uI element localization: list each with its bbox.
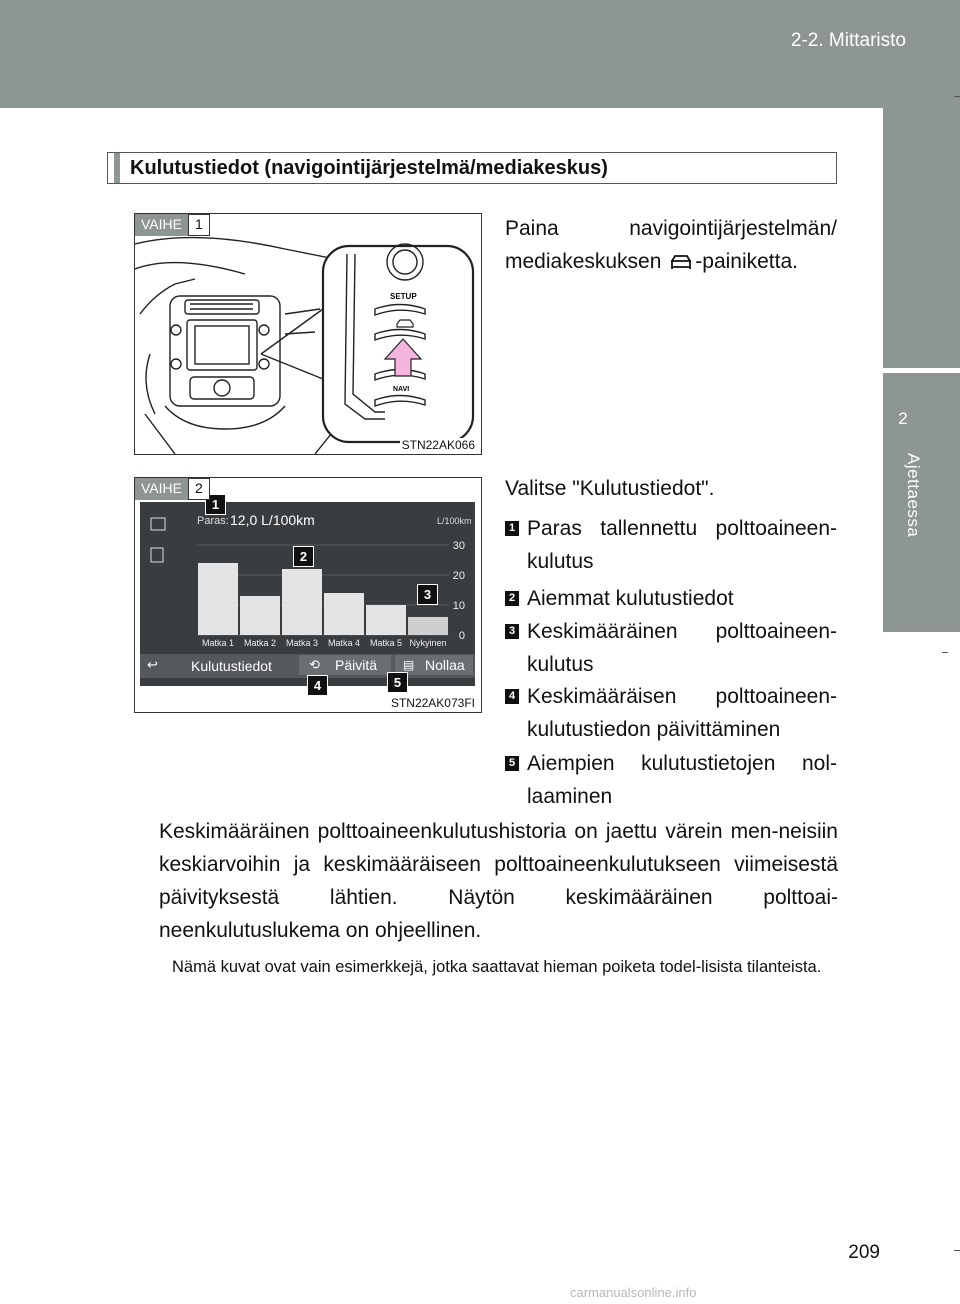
callout-2: 2 (293, 546, 314, 567)
list-item (505, 747, 837, 813)
navi-label: NAVI (393, 386, 410, 393)
chart-bar (408, 617, 448, 635)
step1-badge (135, 214, 210, 236)
x-category-label: Nykyinen (409, 638, 447, 648)
chart-bar (240, 596, 280, 635)
back-button[interactable]: ↩ (147, 657, 158, 672)
step1-text-after: -painiketta. (695, 250, 798, 273)
step2-badge (135, 478, 210, 500)
refresh-icon: ⟲ (309, 657, 320, 672)
note-paragraph: Nämä kuvat ovat vain esimerkkejä, jotka saattavat hieman poiketa todel-lisista tilanteista. (172, 958, 822, 976)
item-text: Keskimääräinen polttoaineen-kulutus (527, 620, 837, 676)
flag-icon (151, 518, 165, 530)
item-number: 3 (505, 624, 519, 639)
step2-text: Valitse "Kulutustiedot". (505, 477, 715, 500)
list-item (505, 615, 837, 681)
chart-bar (198, 563, 238, 635)
setup-label: SETUP (390, 292, 417, 301)
chapter-label: Ajettaessa (904, 453, 923, 538)
vaihe-label: VAIHE (135, 214, 188, 236)
callout-4: 4 (307, 675, 328, 696)
item-text: Keskimääräisen polttoaineen-kulutustiedon päivittäminen (527, 685, 837, 741)
list-item (505, 582, 837, 615)
update-button[interactable] (299, 655, 391, 675)
reset-button-label: Nollaa (425, 657, 465, 673)
step1-figure (134, 213, 482, 455)
screen-side-icons (147, 516, 177, 576)
item-text: Aiemmat kulutustiedot (527, 587, 734, 610)
vaihe-label: VAIHE (135, 478, 188, 500)
figure-code: STN22AK073FI (390, 696, 475, 710)
list-item (505, 512, 837, 578)
item-number: 5 (505, 756, 519, 771)
side-tab-chapter (883, 373, 960, 632)
fuel-pump-icon (151, 548, 163, 562)
dashboard-illustration (135, 214, 481, 454)
figure-code: STN22AK066 (401, 438, 475, 452)
step2-figure (134, 477, 482, 713)
crop-mark (942, 652, 948, 653)
step1-text-before: Paina navigointijärjestelmän/ mediakeskuksen (505, 217, 837, 273)
x-category-label: Matka 3 (285, 638, 319, 648)
side-tab-upper (883, 108, 960, 368)
best-value: 12,0 L/100km (230, 512, 315, 528)
update-button-label: Päivitä (335, 657, 378, 673)
x-category-label: Matka 4 (327, 638, 361, 648)
reset-icon: ▤ (403, 658, 415, 672)
vaihe-number: 2 (188, 478, 210, 500)
section-title: 2-2. Mittaristo (790, 30, 906, 51)
list-item (505, 680, 837, 746)
crop-mark (954, 1250, 960, 1251)
best-label: Paras: (197, 515, 229, 527)
chapter-number: 2 (898, 409, 908, 428)
callout-1: 1 (205, 494, 226, 515)
y-tick-label: 10 (452, 600, 465, 612)
y-tick-label: 30 (452, 540, 465, 552)
section-heading (107, 152, 837, 184)
item-text: Aiempien kulutustietojen nol-laaminen (527, 752, 837, 808)
page-number: 209 (848, 1242, 880, 1263)
y-tick-label: 20 (452, 570, 465, 582)
top-header-bar (0, 0, 960, 108)
unit-label: L/100km (437, 516, 472, 526)
item-number: 4 (505, 689, 519, 704)
screen-title: Kulutustiedot (191, 658, 272, 674)
body-paragraph: Keskimääräinen polttoaineenkulutushistoria on jaettu värein men-neisiin keskiarvoihin ja keskimääräiseen polttoaineenkulutukseen viimeisestä päivityksestä lähtien. Näytön keskimääräinen polttoai-neenkulutuslukema on ohjeellinen. (159, 820, 838, 942)
callout-3: 3 (417, 584, 438, 605)
heading-text: Kulutustiedot (navigointijärjestelmä/mediakeskus) (130, 157, 608, 179)
y-tick-label: 0 (458, 630, 465, 642)
x-category-label: Matka 5 (369, 638, 403, 648)
item-number: 1 (505, 521, 519, 536)
step1-text (505, 212, 837, 278)
item-text: Paras tallennettu polttoaineen-kulutus (527, 517, 837, 573)
chart-bar (282, 569, 322, 635)
x-category-label: Matka 2 (243, 638, 277, 648)
item-number: 2 (505, 591, 519, 606)
vaihe-number: 1 (188, 214, 210, 236)
x-category-label: Matka 1 (201, 638, 235, 648)
heading-accent-bar (114, 153, 120, 183)
chart-bar (366, 605, 406, 635)
chart-bar (324, 593, 364, 635)
callout-5: 5 (387, 672, 408, 693)
crop-mark (954, 96, 960, 97)
car-icon (667, 253, 695, 271)
watermark: carmanualsonline.info (570, 1285, 697, 1300)
